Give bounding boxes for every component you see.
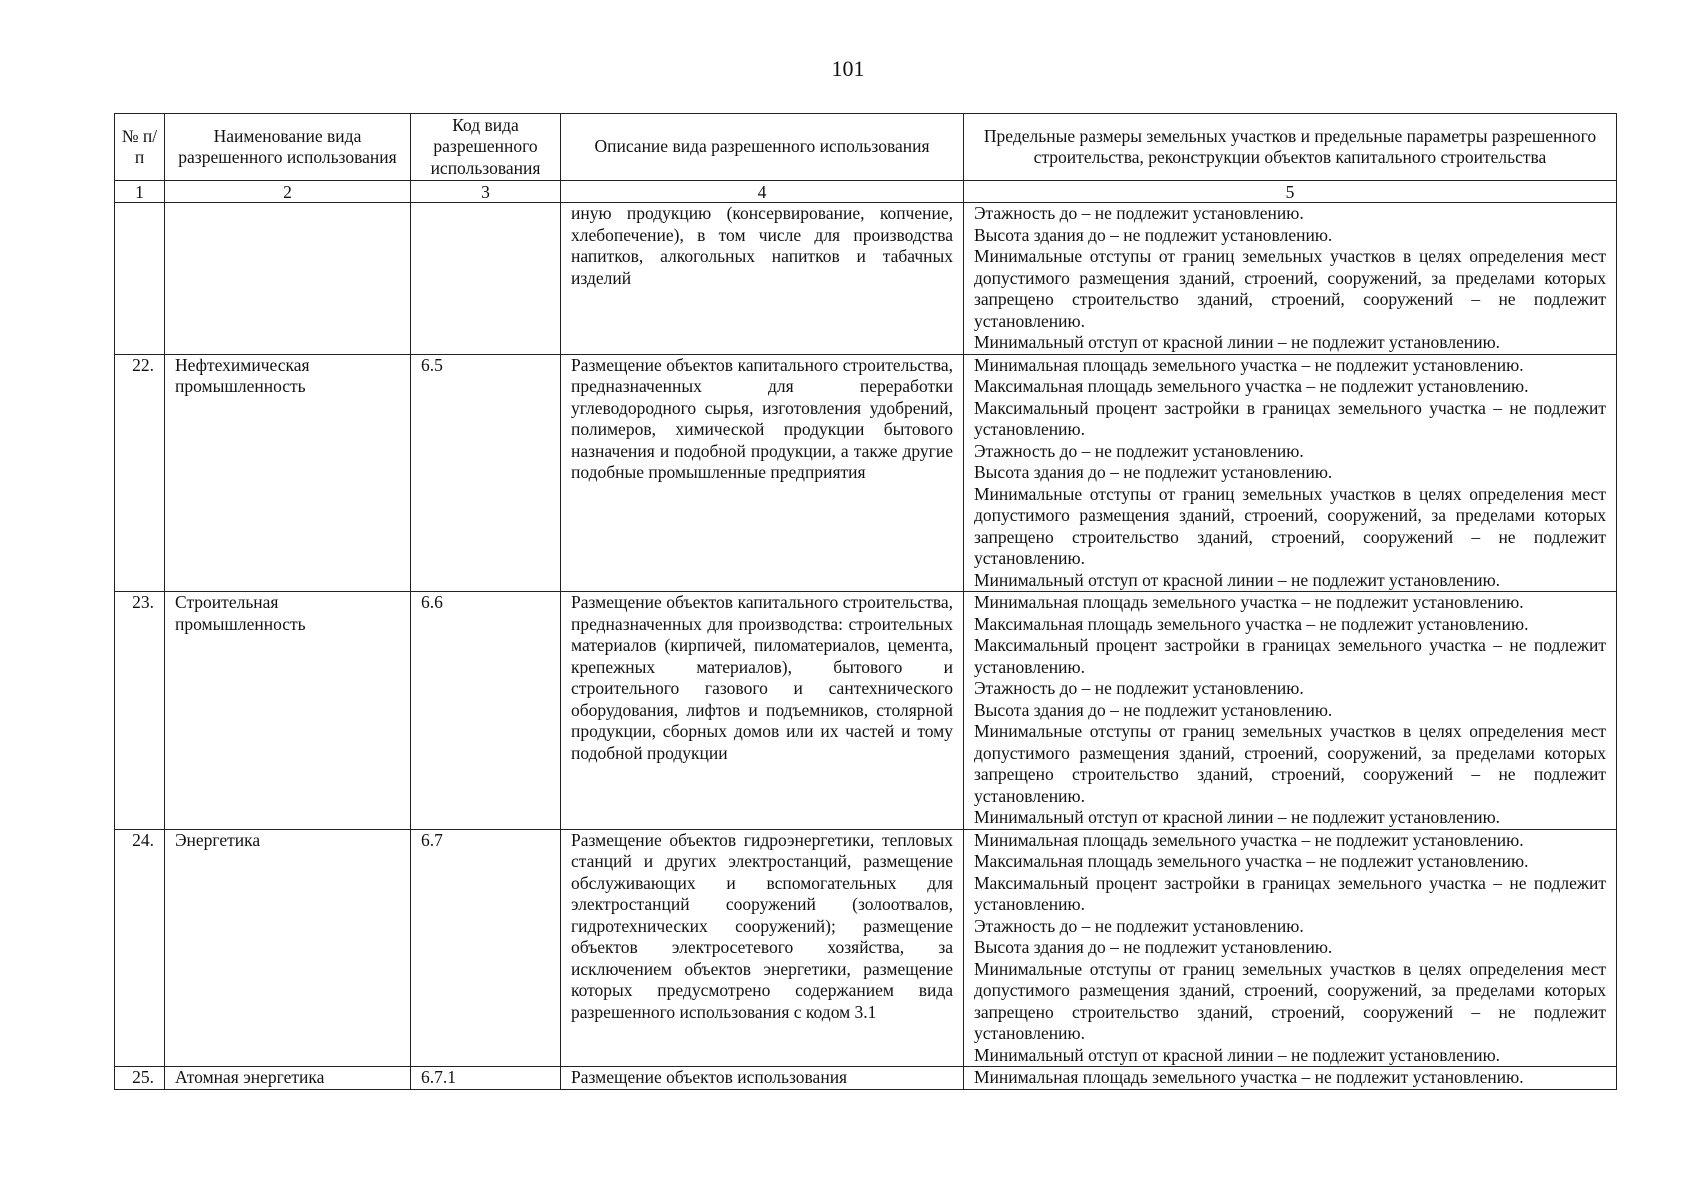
header-name: Наименование вида разрешенного использования — [165, 114, 411, 181]
use-parameters — [964, 592, 1617, 830]
parameter-line: Минимальный отступ от красной линии – не подлежит установлению. — [974, 807, 1501, 827]
row-number — [115, 203, 165, 355]
use-name: Строительная промышленность — [165, 592, 411, 830]
parameter-line: Максимальная площадь земельного участка – не подлежит установлению. — [974, 376, 1529, 396]
row-number: 22. — [115, 354, 165, 592]
parameter-line: Максимальная площадь земельного участка – не подлежит установлению. — [974, 613, 1529, 634]
column-number: 4 — [561, 181, 964, 203]
parameter-line: Этажность до – не подлежит установлению. — [974, 203, 1304, 223]
parameter-line: Высота здания до – не подлежит установлению. — [974, 224, 1333, 245]
parameter-line: Максимальная площадь земельного участка – не подлежит установлению. — [974, 851, 1529, 871]
use-name: Нефтехимическая промышленность — [165, 354, 411, 592]
use-description: Размещение объектов капитального строительства, предназначенных для производства: строительных материалов (кирпичей, пиломатериалов, цемента, крепежных материалов), бытового и строительного газового и сантехнического оборудования, лифтов и подъемников, столярной продукции, сборных домов или их частей и тому подобной продукции — [561, 592, 964, 830]
use-parameters — [964, 354, 1617, 592]
parameter-line: Минимальные отступы от границ земельных участков в целях определения мест допустимого размещения зданий, строений, сооружений, за пределами которых запрещено строительство зданий, строений, сооружений – не подлежит установлению. — [974, 958, 1606, 1043]
parameter-line: Максимальный процент застройки в границах земельного участка – не подлежит установлению. — [974, 872, 1606, 914]
parameter-line: Минимальная площадь земельного участка – не подлежит установлению. — [974, 592, 1524, 612]
header-code: Код вида разрешенного использования — [411, 114, 561, 181]
use-code: 6.7.1 — [411, 1067, 561, 1090]
header-number: № п/п — [115, 114, 165, 181]
row-number: 23. — [115, 592, 165, 830]
use-code: 6.7 — [411, 829, 561, 1067]
column-number: 5 — [964, 181, 1617, 203]
parameter-line: Минимальная площадь земельного участка – не подлежит установлению. — [974, 1067, 1524, 1087]
table-row — [115, 592, 1617, 830]
parameter-line: Максимальный процент застройки в границах земельного участка – не подлежит установлению. — [974, 397, 1606, 439]
column-number-row — [115, 181, 1617, 203]
use-description: иную продукцию (консервирование, копчение, хлебопечение), в том числе для производства напитков, алкогольных напитков и табачных изделий — [561, 203, 964, 355]
parameter-line: Минимальная площадь земельного участка – не подлежит установлению. — [974, 354, 1524, 375]
use-name — [165, 203, 411, 355]
header-description: Описание вида разрешенного использования — [561, 114, 964, 181]
use-code — [411, 203, 561, 355]
table-header-row — [115, 114, 1617, 181]
row-number: 24. — [115, 829, 165, 1067]
parameter-line: Минимальный отступ от красной линии – не подлежит установлению. — [974, 1044, 1501, 1065]
parameter-line: Минимальные отступы от границ земельных участков в целях определения мест допустимого размещения зданий, строений, сооружений, за пределами которых запрещено строительство зданий, строений, сооружений – не подлежит установлению. — [974, 721, 1606, 806]
parameter-line: Минимальные отступы от границ земельных участков в целях определения мест допустимого размещения зданий, строений, сооружений, за пределами которых запрещено строительство зданий, строений, сооружений – не подлежит установлению. — [974, 483, 1606, 568]
parameter-line: Минимальная площадь земельного участка – не подлежит установлению. — [974, 829, 1524, 850]
parameter-line: Высота здания до – не подлежит установлению. — [974, 937, 1333, 957]
parameter-line: Этажность до – не подлежит установлению. — [974, 678, 1304, 698]
use-parameters — [964, 829, 1617, 1067]
page-number: 101 — [831, 56, 865, 81]
parameter-line: Этажность до – не подлежит установлению. — [974, 915, 1304, 936]
header-parameters: Предельные размеры земельных участков и предельные параметры разрешенного строительства, реконструкции объектов капитального строительства — [964, 114, 1617, 181]
land-use-table — [114, 113, 1617, 1090]
column-number: 3 — [411, 181, 561, 203]
parameter-line: Высота здания до – не подлежит установлению. — [974, 462, 1333, 482]
use-description: Размещение объектов использования — [561, 1067, 964, 1090]
parameter-line: Максимальный процент застройки в границах земельного участка – не подлежит установлению. — [974, 635, 1606, 677]
parameter-line: Этажность до – не подлежит установлению. — [974, 440, 1304, 461]
table-row — [115, 354, 1617, 592]
column-number: 1 — [115, 181, 165, 203]
column-number: 2 — [165, 181, 411, 203]
use-description: Размещение объектов капитального строительства, предназначенных для переработки углеводородного сырья, изготовления удобрений, полимеров, химической продукции бытового назначения и подобной продукции, а также другие подобные промышленные предприятия — [561, 354, 964, 592]
parameter-line: Минимальный отступ от красной линии – не подлежит установлению. — [974, 332, 1501, 352]
table-row — [115, 203, 1617, 355]
use-name: Энергетика — [165, 829, 411, 1067]
use-parameters — [964, 1067, 1617, 1090]
parameter-line: Высота здания до – не подлежит установлению. — [974, 699, 1333, 720]
use-name: Атомная энергетика — [165, 1067, 411, 1090]
use-parameters — [964, 203, 1617, 355]
table-row — [115, 829, 1617, 1067]
parameter-line: Минимальные отступы от границ земельных участков в целях определения мест допустимого размещения зданий, строений, сооружений, за пределами которых запрещено строительство зданий, строений, сооружений – не подлежит установлению. — [974, 246, 1606, 331]
use-code: 6.6 — [411, 592, 561, 830]
row-number: 25. — [115, 1067, 165, 1090]
use-description: Размещение объектов гидроэнергетики, тепловых станций и других электростанций, размещение обслуживающих и вспомогательных для электростанций сооружений (золоотвалов, гидротехнических сооружений); размещение объектов электросетевого хозяйства, за исключением объектов энергетики, размещение которых предусмотрено содержанием вида разрешенного использования с кодом 3.1 — [561, 829, 964, 1067]
use-code: 6.5 — [411, 354, 561, 592]
table-row — [115, 1067, 1617, 1090]
parameter-line: Минимальный отступ от красной линии – не подлежит установлению. — [974, 569, 1501, 590]
